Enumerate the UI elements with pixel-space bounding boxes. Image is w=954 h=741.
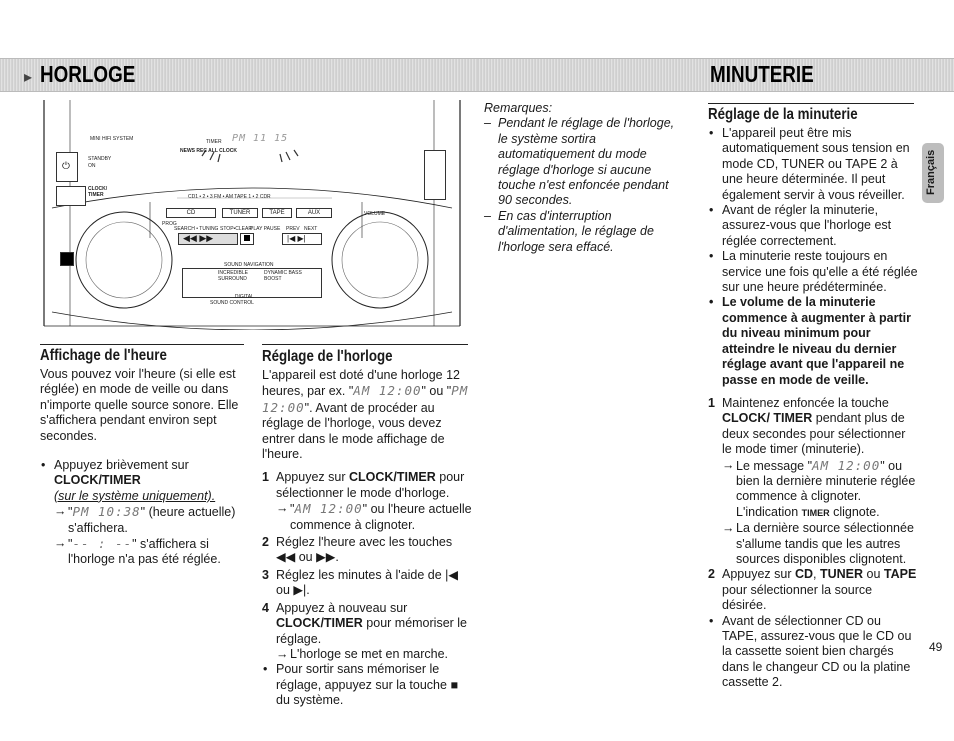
text: " (heure actuelle) s'affichera. (68, 505, 236, 535)
text: Réglez l'heure avec les touches (276, 535, 453, 550)
step-4 (262, 601, 472, 663)
stop-icon (244, 235, 250, 241)
arrow-icon: → (54, 504, 67, 519)
note: (sur le système uniquement). (54, 488, 216, 503)
tape-door (424, 150, 446, 200)
device-illustration (42, 98, 462, 330)
step-1 (708, 396, 918, 567)
section-reglage-horloge (262, 368, 472, 709)
prev-next-buttons[interactable] (282, 233, 322, 245)
incredible-surround-label: INCREDIBLE SURROUND (218, 270, 249, 282)
paragraph: Vous pouvez voir l'heure (si elle est réglée) en mode de veille ou dans n'importe quelle source sonore. Elle s'affichera pendant environ sept secondes. (40, 367, 239, 443)
language-tab (922, 143, 944, 203)
list-item: • La minuterie reste toujours en service une fois qu'elle a été réglée sur une heure prédéterminée. (708, 249, 918, 295)
lcd-text: PM 12:00 (262, 383, 469, 415)
text: Appuyez à nouveau sur (276, 600, 408, 615)
clock-timer-key: CLOCK/TIMER (348, 470, 436, 485)
lcd-text: AM 12:00 (812, 457, 881, 473)
search-buttons[interactable] (178, 233, 238, 245)
device-display: PM 11 15 (232, 133, 289, 144)
dbb-label: DYNAMIC BASS BOOST (264, 270, 302, 282)
text: Appuyez sur (722, 567, 795, 582)
text: Maintenez enfoncée la touche (722, 395, 889, 410)
text: pour sélectionner la source désirée. (722, 582, 873, 613)
step-number: 3 (262, 567, 269, 582)
text: " ou bien la dernière minuterie réglée commence à clignoter. L'indication (736, 458, 916, 519)
list-item (40, 458, 246, 568)
search-tuning-label: SEARCH • TUNING (174, 226, 219, 232)
arrow-icon: → (276, 501, 289, 516)
list-item (484, 209, 684, 255)
stop-clear-label: STOP•CLEAR (220, 226, 252, 232)
step-2: 2 Réglez l'heure avec les touches ◀◀ ou ▶▶. (262, 535, 453, 565)
text: clignote. (829, 504, 880, 519)
step-number: 2 (262, 535, 269, 550)
cd-key: CD (794, 567, 814, 582)
step-number: 1 (262, 470, 269, 485)
arrow-icon: → (722, 457, 735, 472)
text: ou (298, 550, 313, 565)
text: L'horloge se met en marche. (290, 646, 449, 661)
rewind-icon: ◀◀ (276, 550, 296, 565)
section-reglage-minuterie (708, 126, 918, 691)
section-remarques (484, 101, 684, 255)
heading-reglage-minuterie: Réglage de la minuterie (708, 106, 858, 123)
tape-key: TAPE (883, 567, 917, 582)
text: du système. (276, 693, 344, 708)
text: Appuyez sur (276, 470, 349, 485)
stop-button[interactable] (240, 233, 254, 245)
divider (708, 103, 914, 104)
step-number: 1 (708, 395, 715, 410)
text: " ou " (421, 384, 452, 399)
step-3: 3 Réglez les minutes à l'aide de |◀ ou ▶|. (262, 567, 459, 598)
section-title-minuterie: MINUTERIE (710, 61, 814, 87)
rewind-icon: ◀◀ ▶▶ (183, 233, 214, 243)
display-indicators: NEWS REC ALL CLOCK (180, 148, 237, 154)
text: ou (863, 567, 884, 582)
aux-jack-icon (60, 252, 74, 266)
clock-timer-button[interactable] (56, 186, 86, 206)
arrow-icon: → (722, 521, 735, 536)
play-pause-label: PLAY PAUSE (250, 226, 281, 232)
step-2 (708, 567, 918, 613)
fast-forward-icon: ▶▶ (316, 550, 336, 565)
text: Pour sortir sans mémoriser le réglage, appuyez sur la touche (276, 662, 447, 692)
on-label: ON (88, 163, 96, 169)
lcd-text: PM 10:38 (72, 504, 141, 520)
list-item: • Le volume de la minuterie commence à augmenter à partir du niveau minimum pour atteindre le niveau du dernier réglage avant que l'appareil ne passe en mode de veille. (708, 295, 918, 387)
text: La dernière source sélectionnée s'allume tandis que les autres sources disponibles clignotent. (736, 521, 914, 566)
text: En cas d'interruption d'alimentation, le réglage de l'horloge sera effacé. (498, 208, 654, 254)
volume-label: VOLUME (364, 211, 386, 217)
header-bar-right (478, 58, 954, 92)
power-icon: ⏻ (62, 161, 70, 172)
divider (40, 344, 244, 345)
arrow-icon: → (276, 646, 289, 661)
cd-button[interactable]: CD (166, 208, 216, 218)
list-item (262, 662, 472, 708)
text: Appuyez brièvement sur (54, 458, 189, 473)
aux-button[interactable]: AUX (296, 208, 332, 218)
prog-label: PROG (162, 221, 177, 227)
display-timer-label: TIMER (206, 139, 222, 145)
clock-timer-key: CLOCK/TIMER (54, 473, 141, 488)
lcd-text: -- : -- (72, 536, 133, 552)
list-item: • L'appareil peut être mis automatiquement sous tension en mode CD, TUNER ou TAPE 2 à une heure déterminée. Il peut également servir à vous réveiller. (708, 126, 918, 203)
text: L'appareil est doté d'une horloge 12 heures, par ex. " (262, 368, 460, 399)
text: Pendant le réglage de l'horloge, le système sortira automatiquement du mode réglage d'horloge si aucune touche n'est enfoncée pendant 90 secondes. (498, 116, 675, 208)
remarques-title: Remarques: (484, 101, 553, 115)
text: Réglez les minutes à l'aide de (276, 567, 442, 582)
arrow-icon: → (54, 536, 67, 551)
text: " (68, 505, 73, 520)
clock-timer-label: CLOCK/ TIMER (88, 186, 108, 198)
timer-indicator: TIMER (801, 507, 830, 518)
text: " (290, 502, 295, 517)
prev-label: PREV (286, 226, 300, 232)
heading-affichage: Affichage de l'heure (40, 347, 167, 364)
sound-navigation-label: SOUND NAVIGATION (224, 262, 274, 268)
dash: – (484, 208, 491, 223)
step-number: 4 (262, 600, 269, 615)
paragraph (262, 368, 472, 462)
standby-label: STANDBY (88, 156, 112, 162)
section-affichage (40, 367, 246, 568)
text: pour mémoriser le réglage. (276, 616, 468, 646)
text: pendant plus de deux secondes pour sélectionner le mode timer (minuterie). (722, 411, 906, 457)
brand-label: MINI HIFI SYSTEM (90, 136, 134, 142)
list-item: • Avant de régler la minuterie, assurez-vous que l'horloge est réglée correctement. (708, 203, 918, 249)
text: ou (276, 583, 290, 598)
text: ". Avant de procéder au réglage de l'horloge, vous devez entrer dans le mode affichage de l'heure. (262, 400, 445, 462)
language-label: Français (925, 149, 937, 195)
sources-line: CD1 • 2 • 3 FM • AM TAPE 1 • 2 CDR (188, 194, 271, 200)
text: , (813, 567, 820, 582)
divider (262, 344, 468, 345)
lcd-text: AM 12:00 (353, 383, 422, 399)
dsc-label: DIGITAL SOUND CONTROL (210, 294, 254, 306)
clock-timer-key: CLOCK/ TIMER (722, 411, 813, 426)
header-bar-left (0, 58, 480, 92)
lcd-text: AM 12:00 (294, 501, 363, 517)
text: " (68, 537, 73, 552)
tape-button[interactable]: TAPE (262, 208, 292, 218)
skip-icon: |◀ ▶| (287, 234, 306, 243)
text: Le message " (736, 458, 813, 473)
next-label: NEXT (304, 226, 318, 232)
heading-reglage-horloge: Réglage de l'horloge (262, 348, 393, 365)
previous-icon: |◀ (445, 567, 459, 582)
standby-button[interactable] (56, 152, 78, 182)
list-item: • Avant de sélectionner CD ou TAPE, assurez-vous que le CD ou la cassette soient bien chargés dans le changeur CD ou la platine cassette 2. (708, 614, 918, 691)
dash: – (484, 116, 491, 131)
tuner-button[interactable]: TUNER (222, 208, 258, 218)
text: pour sélectionner le mode d'horloge. (276, 470, 465, 500)
stop-icon: ■ (450, 677, 458, 692)
step-number: 2 (708, 567, 715, 582)
step-1 (262, 470, 472, 533)
page-number: 49 (929, 640, 943, 654)
list-item (484, 116, 684, 208)
clock-timer-key: CLOCK/TIMER (276, 616, 363, 631)
text: " ou l'heure actuelle commence à clignoter. (290, 502, 472, 532)
text: " s'affichera si l'horloge n'a pas été réglée. (68, 537, 221, 567)
next-icon: ▶| (293, 583, 307, 598)
tuner-key: TUNER (819, 567, 864, 582)
section-title-horloge: HORLOGE (40, 61, 136, 87)
arrow-icon: ▸ (24, 69, 33, 86)
